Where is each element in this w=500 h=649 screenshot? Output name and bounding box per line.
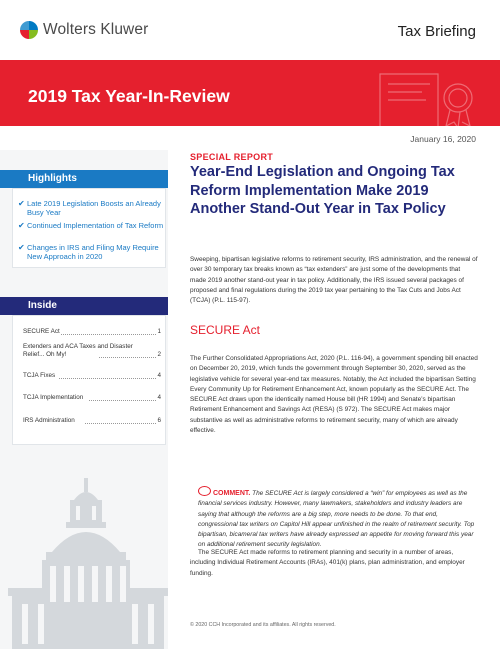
toc-page-number: 2 (157, 351, 161, 358)
special-report-kicker: SPECIAL REPORT (190, 152, 274, 162)
article-intro: Sweeping, bipartisan legislative reforms to retirement security, IRS administration, and the renewal of over 30 temporary tax breaks known as “tax extenders” are just some of the developments that made 2019 another stand-out year in tax policy. Additionally, the IRS issued several packages of proposed and final regulations during the 2019 tax year pertaining to the Tax Cuts and Jobs Act (TCJA) (P.L. 115-97). (190, 256, 478, 305)
wolters-kluwer-logo-icon (20, 21, 38, 39)
highlights-heading (0, 170, 168, 188)
highlight-item-text: Continued Implementation of Tax Reform (27, 221, 164, 230)
checkmark-icon: ✔ (18, 221, 25, 230)
copyright-footer: © 2020 CCH Incorporated and its affiliates. All rights reserved. (190, 622, 336, 628)
certificate-icon (360, 68, 490, 126)
toc-page-number: 6 (157, 417, 161, 424)
publication-date: January 16, 2020 (410, 134, 476, 144)
capitol-building-icon (8, 478, 168, 649)
toc-page-number: 4 (157, 372, 161, 379)
toc-leader (99, 357, 156, 358)
title-banner (0, 60, 500, 126)
table-of-contents (12, 315, 166, 445)
toc-item-label: Extenders and ACA Taxes and Disaster Relief... Oh My! (23, 343, 133, 358)
highlight-item (18, 199, 165, 217)
toc-page-number: 1 (157, 328, 161, 335)
toc-item[interactable] (23, 328, 161, 336)
highlights-box (12, 188, 166, 268)
highlight-item (18, 221, 165, 230)
comment-callout (198, 486, 478, 551)
banner-title: 2019 Tax Year-In-Review (28, 86, 230, 106)
toc-leader (61, 334, 156, 335)
inside-heading (0, 297, 168, 315)
doc-type-title: Tax Briefing (397, 23, 476, 40)
toc-leader (85, 423, 156, 424)
toc-item[interactable] (23, 372, 161, 380)
toc-item-label: IRS Administration (23, 417, 75, 424)
page-header (0, 0, 500, 52)
comment-text: The SECURE Act is largely considered a “win” for employees as well as the financial services industry. However, many lawmakers, stakeholders and industry leaders are saying that although the reforms are a big step, more needs to be done. To that end, congressional tax writers on Capitol Hill appear unfinished in the realm of retirement security. Top bipartisan, bicameral tax writers have already expressed an appetite for moving forward this year on additional retirement security legislation. (198, 490, 475, 549)
toc-item-label: TCJA Fixes (23, 372, 56, 379)
highlight-item-text: Changes in IRS and Filing May Require New Approach in 2020 (27, 243, 159, 261)
toc-item[interactable] (23, 394, 161, 402)
highlight-item-text: Late 2019 Legislation Boosts an Already Busy Year (27, 199, 161, 217)
toc-item-page-row (23, 351, 161, 359)
section-heading-secure-act: SECURE Act (190, 323, 261, 337)
highlight-item (18, 243, 165, 261)
toc-leader (89, 400, 156, 401)
inside-heading-label: Inside (28, 300, 57, 311)
comment-label: COMMENT. (213, 490, 251, 497)
article-title: Year-End Legislation and Ongoing Tax Reform Implementation Make 2019 Another Stand-Out Year in Tax Policy (190, 164, 455, 217)
brand-logo (20, 21, 148, 39)
checkmark-icon: ✔ (18, 199, 25, 208)
checkmark-icon: ✔ (18, 243, 25, 252)
brand-name: Wolters Kluwer (43, 21, 149, 38)
toc-item-label: TCJA Implementation (23, 394, 84, 401)
article-body-paragraph: The SECURE Act made reforms to retirement planning and security in a number of areas, including Individual Retirement Accounts (IRAs), 401(k) plans, plan administration, and employer funding. (190, 549, 465, 577)
article-body-paragraph: The Further Consolidated Appropriations Act, 2020 (P.L. 116-94), a government spending bill enacted on December 20, 2019, which funds the government through September 30, 2020, served as the legislative vehicle for several year-end tax measures. Notably, the Act included the bipartisan Setting Every Community Up for Retirement Enhancement Act, known popularly as the SECURE Act. The SECURE Act draws upon the identically named House bill (HR 1994) and Senate’s bipartisan Retirement Enhancement and Savings Act (RESA) (S 972). The SECURE Act makes major substantive as well as administrative reforms to retirement security, many of which are already effective. (190, 355, 478, 435)
toc-page-number: 4 (157, 394, 161, 401)
toc-item[interactable] (23, 417, 161, 425)
toc-item-label: SECURE Act (23, 328, 60, 335)
highlights-heading-label: Highlights (28, 173, 77, 184)
toc-leader (59, 378, 156, 379)
speech-bubble-icon (198, 486, 211, 496)
